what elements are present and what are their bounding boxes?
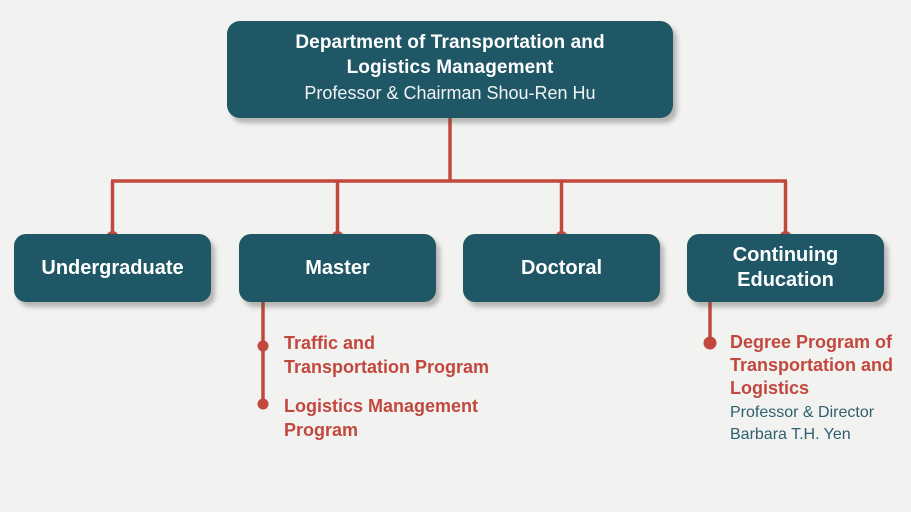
node-master [239,234,436,302]
department-chairman: Professor & Chairman Shou-Ren Hu [304,83,596,103]
node-undergraduate [14,234,211,302]
node-label: Continuing Education [732,244,839,291]
department-title: Department of Transportation and Logistics Management [295,32,605,78]
continuing-education-program [730,331,911,446]
bullet-dot-traffic-program [258,341,269,352]
bullet-dot-degree-program [704,337,717,350]
node-doctoral [463,234,660,302]
program-item-traffic-transportation: Traffic and Transportation Program [284,333,490,377]
node-label: Master [305,256,370,279]
program-item-degree-program: Degree Program of Transportation and Logistics [730,332,894,398]
program-director: Professor & Director Barbara T.H. Yen [730,404,875,443]
node-continuing-education [687,234,884,302]
node-department-root [227,21,673,118]
node-label: Doctoral [520,256,603,279]
master-program-list [284,331,502,442]
program-item-logistics-management: Logistics Management Program [284,396,479,440]
bullet-dot-logistics-program [258,399,269,410]
node-label: Undergraduate [41,256,184,279]
